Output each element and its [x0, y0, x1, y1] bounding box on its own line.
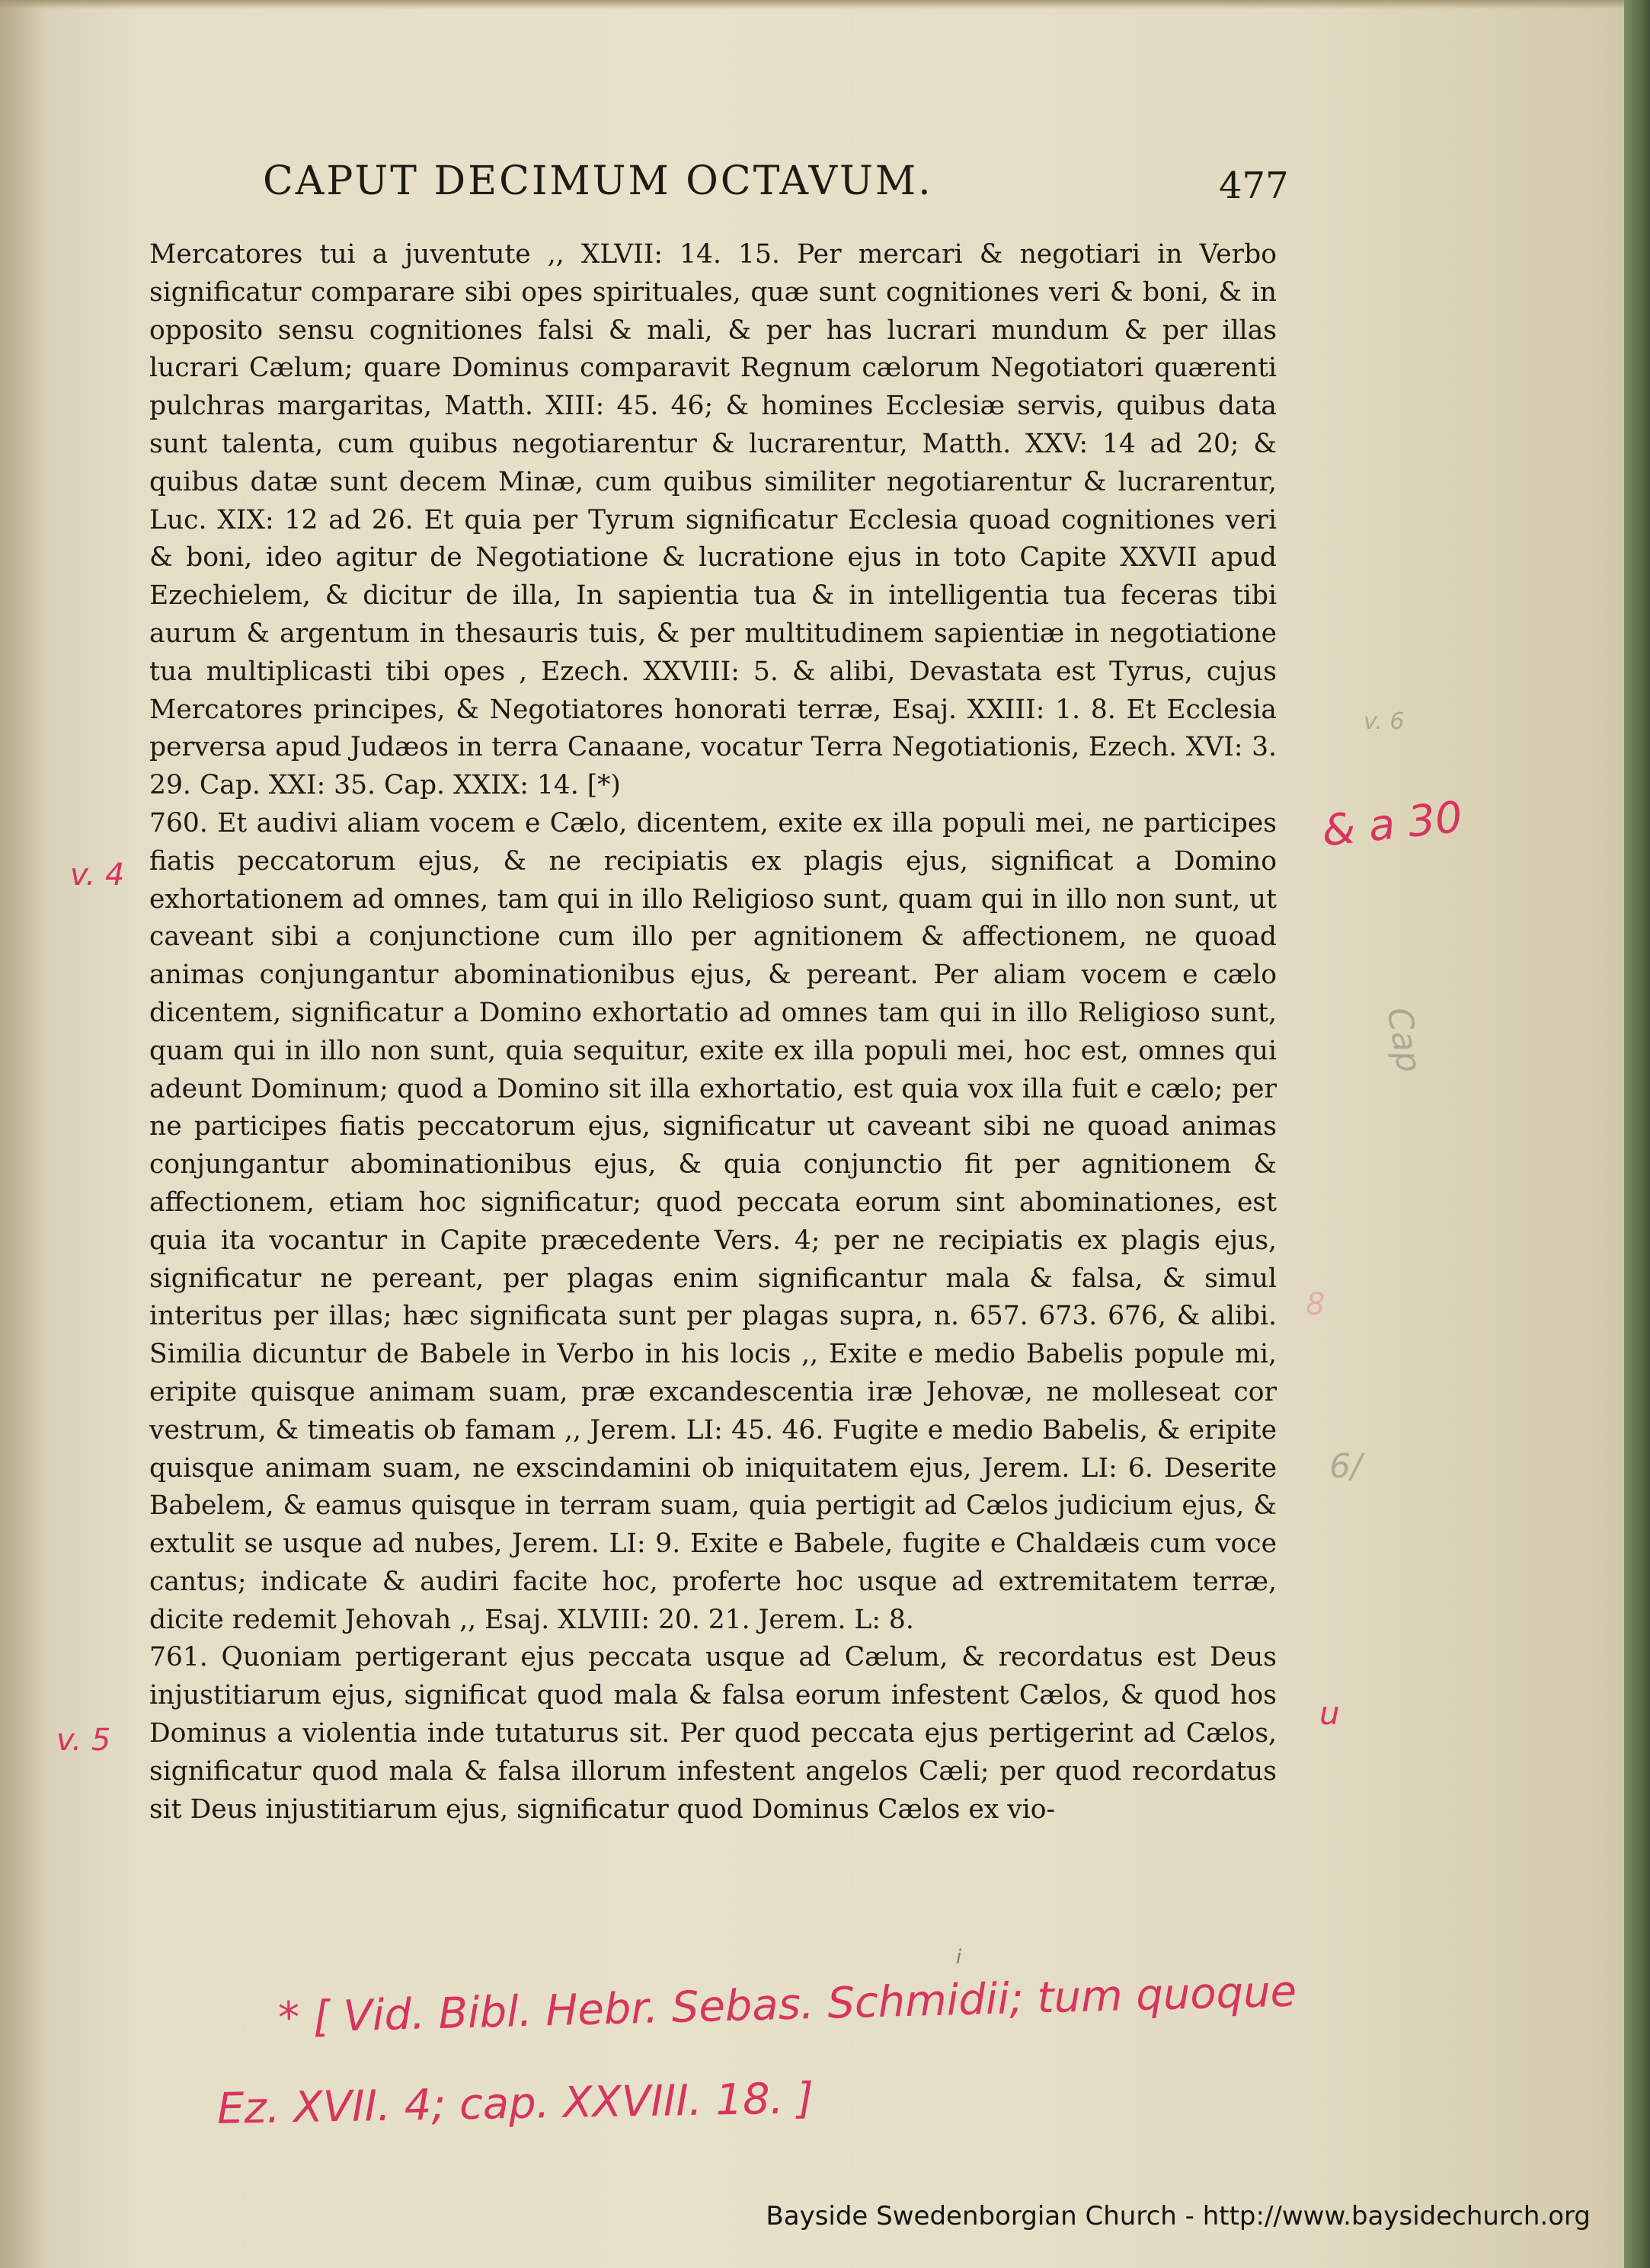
- paragraph-mercatores: Mercatores tui a juventute ,, XLVII: 14. 15. Per mercari & negotiari in Verbo significatur comparare sibi opes spirituales, quæ sunt cognitiones veri & boni, & in opposito sensu cognitiones falsi & mali, & per has lucrari mundum & per illas lucrari Cælum; quare Dominus comparavit Regnum cælorum Negotiatori quærenti pulchras margaritas, Matth. XIII: 45. 46; & homines Ecclesiæ servis, quibus data sunt talenta, cum quibus negotiarentur & lucrarentur, Matth. XXV: 14 ad 20; & quibus datæ sunt decem Minæ, cum quibus similiter negotiarentur & lucrarentur, Luc. XIX: 12 ad 26. Et quia per Tyrum significatur Ecclesia quoad cognitiones veri & boni, ideo agitur de Negotiatione & lucratione ejus in toto Capite XXVII apud Ezechielem, & dicitur de illa, In sapientia tua & in intelligentia tua feceras tibi aurum & argentum in thesauris tuis, & per multitudinem sapientiæ in negotiatione tua multiplicasti tibi opes , Ezech. XXVIII: 5. & alibi, Devastata est Tyrus, cujus Mercatores principes, & Negotiatores honorati terræ, Esaj. XXIII: 1. 8. Et Ecclesia perversa apud Judæos in terra Canaane, vocatur Terra Negotiationis, Ezech. XVI: 3. 29. Cap. XXI: 35. Cap. XXIX: 14. [*): [149, 239, 1277, 801]
- page-dot-mark: i: [956, 1946, 962, 1969]
- handwritten-footnote-line-1: * [ Vid. Bibl. Hebr. Sebas. Schmidii; tum quoque: [277, 1966, 1297, 2043]
- book-cover-edge: [1624, 0, 1650, 2268]
- ink-mark-u: u: [1319, 1695, 1340, 1732]
- pencil-mark-2: Cap: [1379, 1004, 1429, 1076]
- margin-note-right: & a 30: [1319, 792, 1465, 857]
- body-text: [149, 236, 1277, 1829]
- pencil-mark-1: v. 6: [1364, 708, 1405, 735]
- page-number: 477: [1219, 165, 1289, 207]
- paragraph-760: 760. Et audivi aliam vocem e Cælo, dicentem, exite ex illa populi mei, ne participes fiatis peccatorum ejus, & ne recipiatis ex plagis ejus, significat a Domino exhortationem ad omnes, tam qui in illo Religioso sunt, quam qui in illo non sunt, ut caveant sibi a conjunctione cum illo per agnitionem & affectionem, ne quoad animas conjungantur abominationibus ejus, & pereant. Per aliam vocem e cælo dicentem, significatur a Domino exhortatio ad omnes tam qui in illo Religioso sunt, quam qui in illo non sunt, quia sequitur, exite ex illa populi mei, hoc est, omnes qui adeunt Dominum; quod a Domino sit illa exhortatio, est quia vox illa fuit e cælo; per ne participes fiatis peccatorum ejus, significatur ut caveant sibi ne quoad animas conjungantur abominationibus ejus, & quia conjunctio fit per agnitionem & affectionem, etiam hoc significatur; quod peccata eorum sint abominationes, est quia ita vocantur in Capite præcedente Vers. 4; per ne recipiatis ex plagis ejus, significatur ne pereant, per plagas enim significantur mala & falsa, & simul interitus per illas; hæc significata sunt per plagas supra, n. 657. 673. 676, & alibi. Similia dicuntur de Babele in Verbo in his locis ,, Exite e medio Babelis popule mi, eripite quisque animam suam, præ excandescentia iræ Jehovæ, ne molleseat cor vestrum, & timeatis ob famam ,, Jerem. LI: 45. 46. Fugite e medio Babelis, & eripite quisque animam suam, ne exscindamini ob iniquitatem ejus, Jerem. LI: 6. Deserite Babelem, & eamus quisque in terram suam, quia pertigit ad Cælos judicium ejus, & extulit se usque ad nubes, Jerem. LI: 9. Exite e Babele, fugite e Chaldæis cum voce cantus; indicate & audiri facite hoc, proferte hoc usque ad extremitatem terræ, dicite redemit Jehovah ,, Esaj. XLVIII: 20. 21. Jerem. L: 8.: [149, 807, 1277, 1635]
- footer-credit: Bayside Swedenborgian Church - http://www.baysidechurch.org: [766, 2201, 1591, 2231]
- handwritten-footnote-line-2: Ez. XVII. 4; cap. XXVIII. 18. ]: [216, 2074, 814, 2134]
- margin-note-v4: v. 4: [70, 858, 125, 893]
- paragraph-761: 761. Quoniam pertigerant ejus peccata usque ad Cælum, & recordatus est Deus injustitiarum ejus, significat quod mala & falsa eorum infestent Cælos, & quod hos Dominus a violentia inde tutaturus sit. Per quod peccata ejus pertigerint ad Cælos, significatur quod mala & falsa illorum infestent angelos Cæli; per quod recordatus sit Deus injustitiarum ejus, significatur quod Dominus Cælos ex vio-: [149, 1642, 1277, 1825]
- chapter-title: CAPUT DECIMUM OCTAVUM.: [263, 158, 933, 204]
- running-header: [0, 145, 1650, 213]
- pink-mark: 8: [1306, 1287, 1325, 1322]
- page-top-shadow: [0, 0, 1650, 9]
- pencil-mark-3: 6/: [1329, 1447, 1362, 1486]
- margin-note-v5: v. 5: [56, 1723, 111, 1758]
